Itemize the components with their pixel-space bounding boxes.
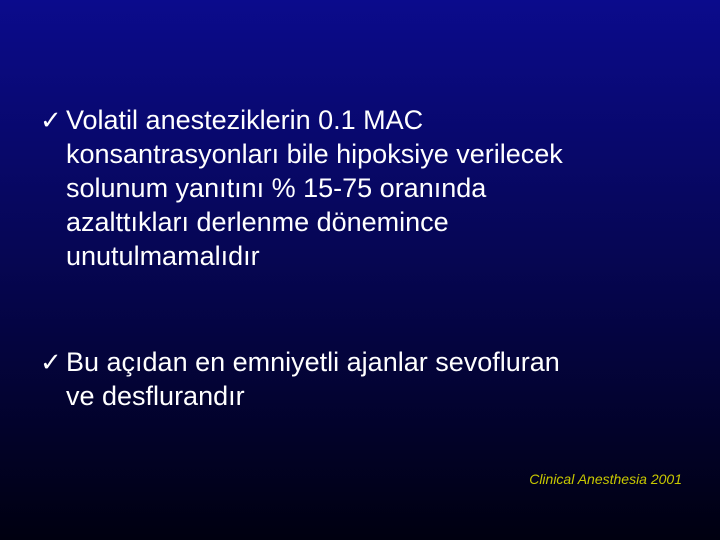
bullet-item-2: [40, 345, 560, 413]
checkmark-icon: ✓: [40, 347, 62, 377]
bullet-item-1: [40, 103, 563, 273]
citation: Clinical Anesthesia 2001: [529, 471, 682, 487]
bullet-text-2: Bu açıdan en emniyetli ajanlar sevofluran ve desflurandır: [66, 347, 560, 411]
bullet-text-1: Volatil anesteziklerin 0.1 MAC konsantrasyonları bile hipoksiye verilecek solunum yanıtını % 15-75 oranında azalttıkları derlenme dönemince unutulmamalıdır: [66, 105, 563, 271]
checkmark-icon: ✓: [40, 105, 62, 135]
